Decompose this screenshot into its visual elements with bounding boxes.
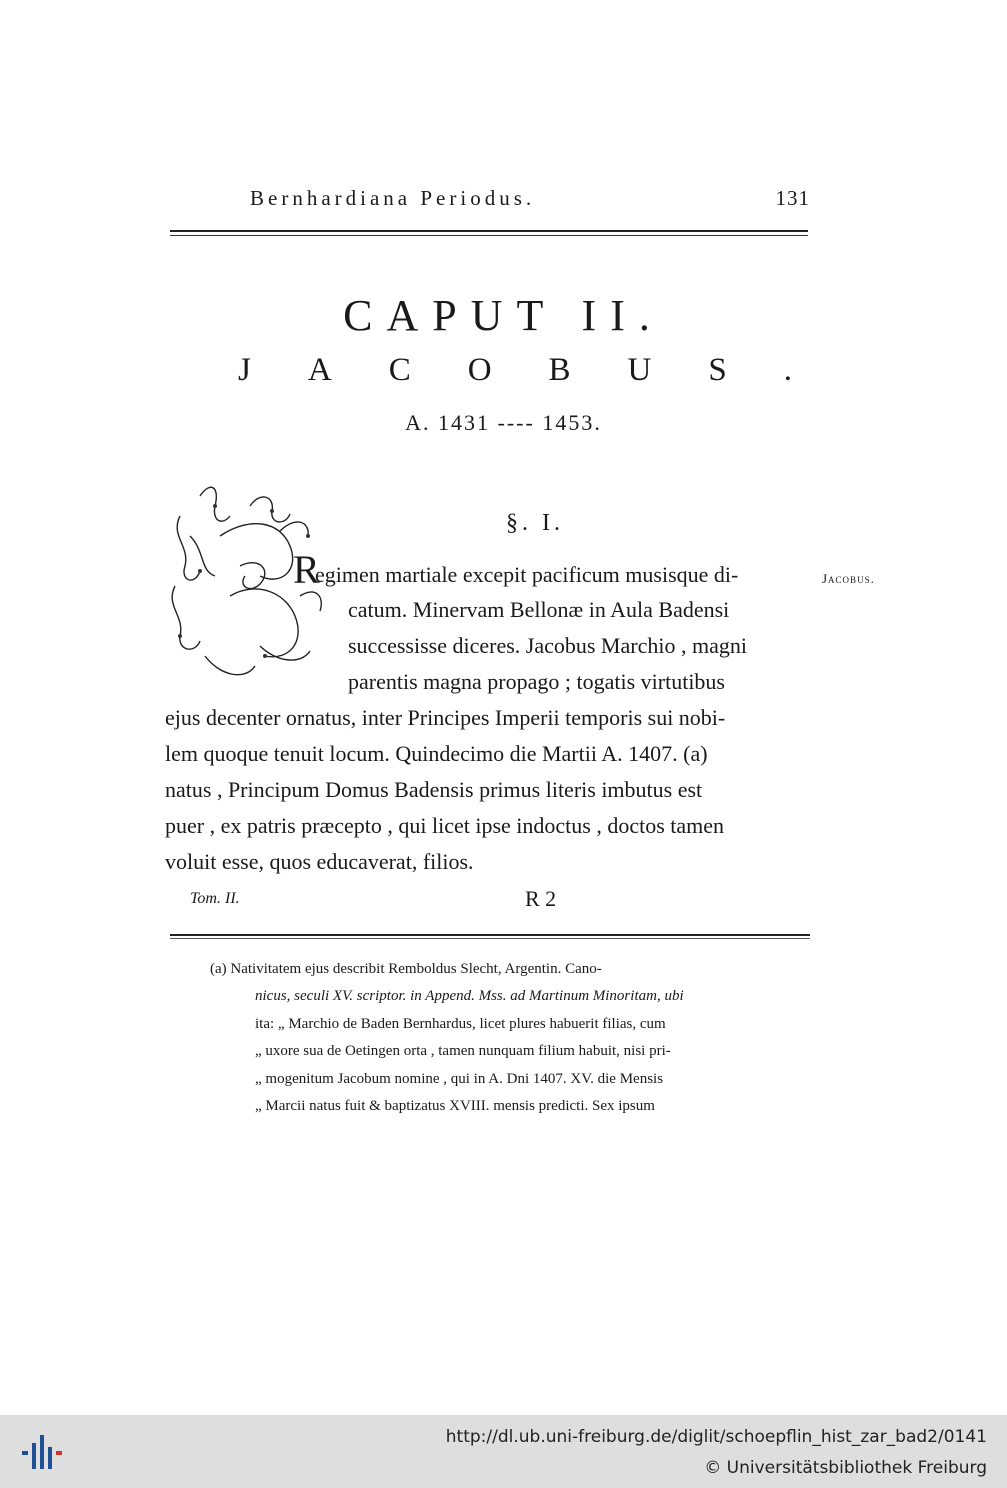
body-line: parentis magna propago ; togatis virtutibus xyxy=(348,669,725,694)
chapter-heading: CAPUT II. xyxy=(343,291,664,340)
permalink-url[interactable]: http://dl.ub.uni-freiburg.de/diglit/schoepflin_hist_zar_bad2/0141 xyxy=(445,1427,987,1447)
viewer-footer xyxy=(0,1415,1007,1488)
page-number: 131 xyxy=(775,186,810,210)
body-line: voluit esse, quos educaverat, filios. xyxy=(165,849,474,874)
footnote-line: ita: „ Marchio de Baden Bernhardus, licet plures habuerit filias, cum xyxy=(255,1016,666,1032)
tome-label: Tom. II. xyxy=(190,890,240,907)
body-line: successisse diceres. Jacobus Marchio , magni xyxy=(348,633,747,658)
marginal-note: Jacobus. xyxy=(822,571,875,586)
section-mark: §. I. xyxy=(506,510,564,536)
body-line: puer , ex patris præcepto , qui licet ipse indoctus , doctos tamen xyxy=(165,813,725,838)
chapter-subject: JACOBUS. xyxy=(238,352,849,388)
ub-freiburg-logo-icon[interactable] xyxy=(20,1433,64,1473)
copyright-notice: © Universitätsbibliothek Freiburg xyxy=(704,1458,987,1478)
footnote-line: nicus, seculi XV. scriptor. in Append. Mss. ad Martinum Minoritam, ubi xyxy=(255,988,684,1004)
signature-mark: R 2 xyxy=(525,886,557,911)
footnote-rule-thin xyxy=(170,938,810,939)
chapter-years: A. 1431 ---- 1453. xyxy=(405,410,602,435)
body-line: natus , Principum Domus Badensis primus literis imbutus est xyxy=(165,777,703,802)
body-line: egimen martiale excepit pacificum musisque di- xyxy=(315,562,739,587)
running-head xyxy=(250,186,810,216)
running-title: Bernhardiana Periodus. xyxy=(250,186,536,210)
body-line: catum. Minervam Bellonæ in Aula Badensi xyxy=(348,597,730,622)
header-rule-top xyxy=(170,230,808,232)
signature-row xyxy=(190,886,810,912)
body-line: ejus decenter ornatus, inter Principes Imperii temporis sui nobi- xyxy=(165,705,726,730)
header-rule-bottom xyxy=(170,235,808,236)
footnote-line: „ uxore sua de Oetingen orta , tamen nunquam filium habuit, nisi pri- xyxy=(255,1043,671,1059)
footnote-rule xyxy=(170,934,810,936)
footnote-line: (a) Nativitatem ejus describit Remboldus Slecht, Argentin. Cano- xyxy=(210,961,602,977)
footnote-line: „ mogenitum Jacobum nomine , qui in A. Dni 1407. XV. die Mensis xyxy=(255,1071,664,1087)
body-line: lem quoque tenuit locum. Quindecimo die Martii A. 1407. (a) xyxy=(165,741,708,766)
drop-initial: R xyxy=(293,547,320,592)
footnote-line: „ Marcii natus fuit & baptizatus XVIII. mensis predicti. Sex ipsum xyxy=(255,1098,655,1114)
